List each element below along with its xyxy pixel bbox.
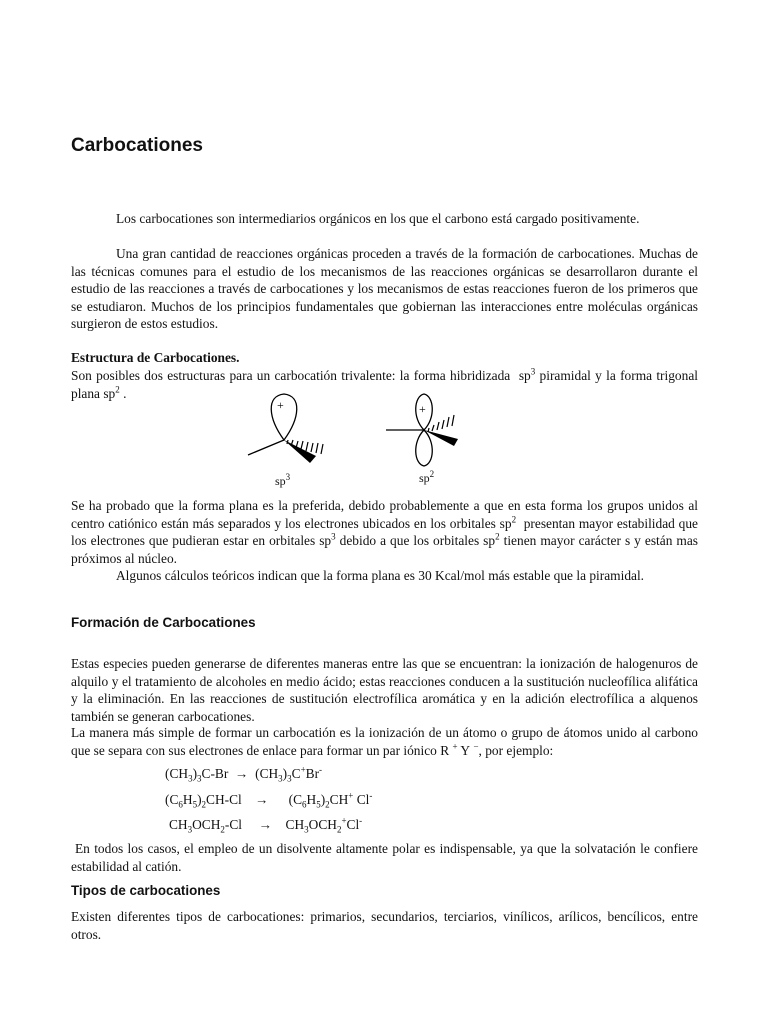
equation-1: $(CH_3)_3C-Br \to (CH_3)_3C^+Br^-$ (165, 764, 323, 784)
section-heading-tipos: Tipos de carbocationes (71, 883, 221, 898)
section-heading-formacion: Formación de Carbocationes (71, 615, 256, 630)
intro-paragraph-2: Una gran cantidad de reacciones orgánicas proceden a través de la formación de carbocationes. Muchas de las técnicas comunes para el estudio de los mecanismos de las reacciones orgánicas se desarrollaron durante el estudio de las reacciones a través de carbocationes y los mecanismos de estas reacciones fueron de los primeros que se estudiaron. Muchos de los principios fundamentales que gobiernan las interacciones entre moléculas orgánicas surgieron de estos estudios. (71, 246, 698, 331)
sp3-orbital-lobe (271, 394, 297, 440)
reaction-arrow: → (235, 766, 249, 781)
sp2-label: $sp^2$ (419, 469, 435, 485)
sp2-orbital-lower-lobe (416, 430, 433, 466)
reaction-arrow: → (258, 817, 273, 832)
sp3-plus-sign: + (277, 398, 284, 412)
section-heading-estructura: Estructura de Carbocationes. (71, 350, 240, 365)
sp2-planar-structure (386, 394, 458, 466)
sp3-label: $sp^3$ (275, 472, 291, 488)
estructura-paragraph-3: Algunos cálculos teóricos indican que la forma plana es 30 Kcal/mol más estable que la piramidal. (116, 568, 645, 583)
sp2-plus-sign: + (419, 402, 426, 416)
sp3-bond-line (248, 440, 284, 455)
reaction-arrow: → (255, 792, 269, 807)
equation-2: $(C_6H_5)_2CH-Cl$ → $(C_6H_5)_2CH^+$ Cl- (165, 790, 373, 810)
formacion-paragraph-2: La manera más simple de formar un carbocatión es la ionización de un átomo o grupo de átomos unido al carbono que se separa con sus electrones de enlace para formar un par iónico R + Y −, por ejemplo: (71, 725, 698, 758)
carbocation-structures-diagram (240, 388, 470, 468)
estructura-paragraph-2: Se ha probado que la forma plana es la preferida, debido probablemente a que en esta forma los grupos unidos al centro catiónico están más separados y los electrones ubicados en los orbitales $sp^2$ presentan mayor estabilidad que los electrones que pudieran estar en orbitales $sp^3$ debido a que los orbitales $sp^2$ tienen mayor carácter s y están mas próximos al núcleo. (71, 498, 698, 566)
equation-3: $CH_3OCH_2-Cl$ → $CH_3OCH_2^+Cl^-$ (169, 815, 363, 835)
intro-paragraph-1: Los carbocationes son intermediarios orgánicos en los que el carbono está cargado positivamente. (116, 211, 640, 226)
formacion-paragraph-3: En todos los casos, el empleo de un disolvente altamente polar es indispensable, ya que la solvatación le confiere estabilidad al catión. (71, 841, 698, 874)
estructura-paragraph-1: Son posibles dos estructuras para un carbocatión trivalente: la forma hibridizada $sp^3$ piramidal y la forma trigonal plana $sp^2$ . (71, 366, 698, 401)
sp3-pyramidal-structure (248, 394, 323, 463)
tipos-paragraph-1: Existen diferentes tipos de carbocationes: primarios, secundarios, terciarios, vinílicos, arílicos, bencílicos, entre otros. (71, 909, 698, 942)
formacion-paragraph-1: Estas especies pueden generarse de diferentes maneras entre las que se encuentran: la ionización de halogenuros de alquilo y el tratamiento de alcoholes en medio ácido; estas reacciones conducen a la sustitución nucleofílica alifática y la eliminación. En las reacciones de sustitución electrofílica aromática y en la adición electrofílica a alquenos también se generan carbocationes. (71, 656, 698, 724)
page-title: Carbocationes (71, 135, 203, 156)
